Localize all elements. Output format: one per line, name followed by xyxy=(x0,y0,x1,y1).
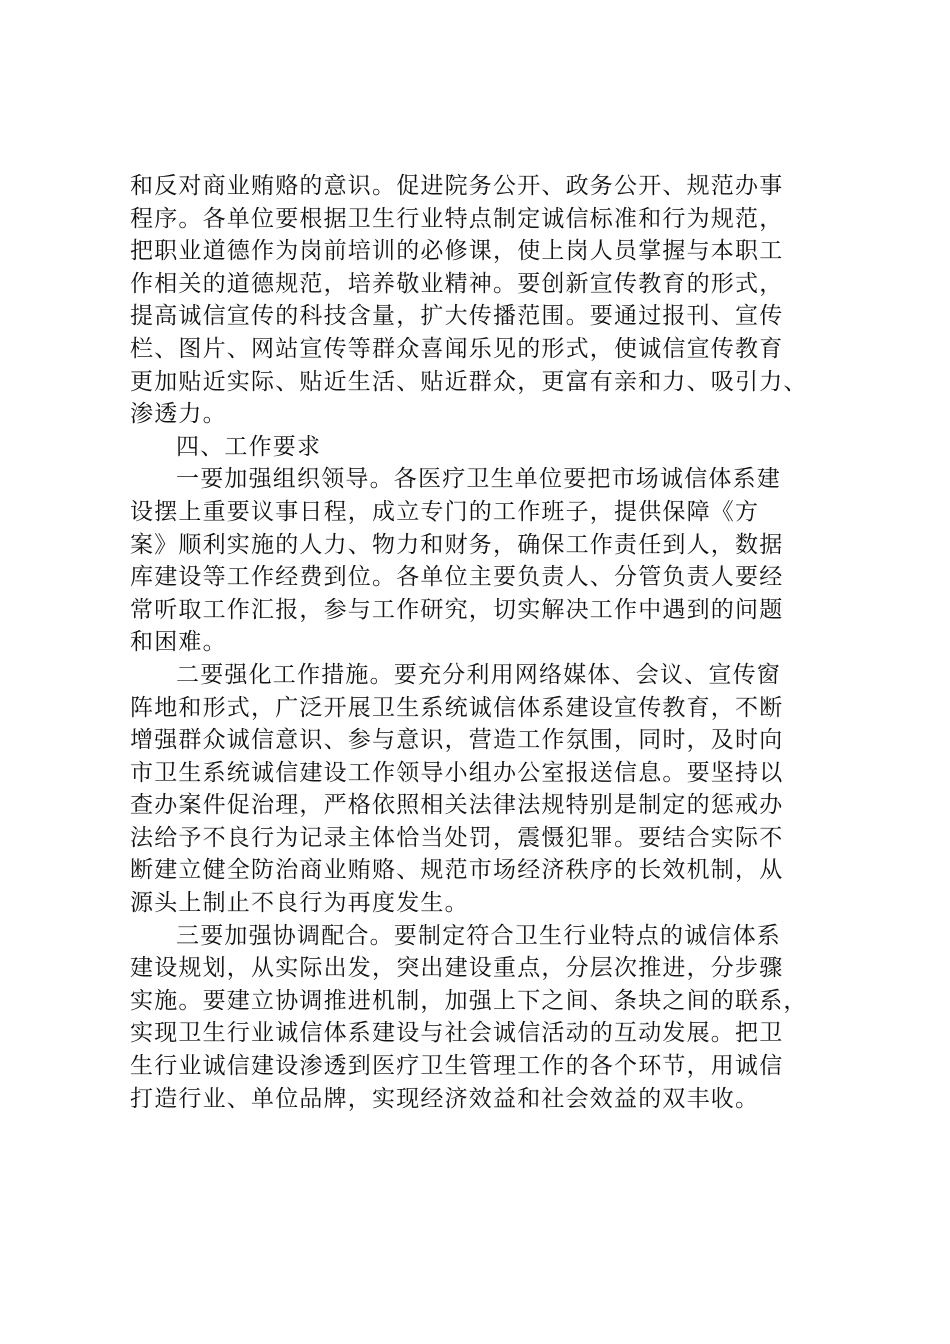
text-line: 栏、图片、网站宣传等群众喜闻乐见的形式，使诚信宣传教育 xyxy=(130,335,784,362)
text-line: 增强群众诚信意识、参与意识，营造工作氛围，同时，及时向 xyxy=(130,727,784,754)
document-body xyxy=(130,170,835,1115)
text-line: 案》顺利实施的人力、物力和财务，确保工作责任到人，数据 xyxy=(130,531,784,558)
text-line: 渗透力。 xyxy=(130,401,227,428)
text-line: 法给予不良行为记录主体恰当处罚，震慑犯罪。要结合实际不 xyxy=(130,824,784,851)
text-line: 提高诚信宣传的科技含量，扩大传播范围。要通过报刊、宣传 xyxy=(130,303,784,330)
text-line: 和困难。 xyxy=(130,629,227,656)
text-line: 实现卫生行业诚信体系建设与社会诚信活动的互动发展。把卫 xyxy=(130,1020,784,1047)
text-line: 阵地和形式，广泛开展卫生系统诚信体系建设宣传教育，不断 xyxy=(130,694,784,721)
text-line: 和反对商业贿赂的意识。促进院务公开、政务公开、规范办事 xyxy=(130,173,784,199)
text-line: 常听取工作汇报，参与工作研究，切实解决工作中遇到的问题 xyxy=(130,596,784,623)
section-heading: 四、工作要求 xyxy=(176,433,322,460)
text-line: 实施。要建立协调推进机制，加强上下之间、条块之间的联系， xyxy=(130,987,808,1014)
text-line: 生行业诚信建设渗透到医疗卫生管理工作的各个环节，用诚信 xyxy=(130,1053,784,1080)
text-line: 源头上制止不良行为再度发生。 xyxy=(130,890,469,917)
text-line: 建设规划，从实际出发，突出建设重点，分层次推进，分步骤 xyxy=(130,955,784,982)
text-line: 断建立健全防治商业贿赂、规范市场经济秩序的长效机制，从 xyxy=(130,857,784,884)
text-line: 库建设等工作经费到位。各单位主要负责人、分管负责人要经 xyxy=(130,564,784,591)
text-line: 把职业道德作为岗前培训的必修课，使上岗人员掌握与本职工 xyxy=(130,238,784,265)
text-line: 作相关的道德规范，培养敬业精神。要创新宣传教育的形式， xyxy=(130,270,784,297)
text-line: 市卫生系统诚信建设工作领导小组办公室报送信息。要坚持以 xyxy=(130,759,784,786)
text-line: 查办案件促治理，严格依照相关法律法规特别是制定的惩戒办 xyxy=(130,792,784,819)
text-line: 打造行业、单位品牌，实现经济效益和社会效益的双丰收。 xyxy=(130,1085,760,1112)
text-line: 设摆上重要议事日程，成立专门的工作班子，提供保障《方 xyxy=(130,498,760,525)
paragraph-first-line: 三要加强协调配合。要制定符合卫生行业特点的诚信体系 xyxy=(176,922,781,949)
text-line: 更加贴近实际、贴近生活、贴近群众，更富有亲和力、吸引力、 xyxy=(130,368,808,395)
paragraph-first-line: 二要强化工作措施。要充分利用网络媒体、会议、宣传窗 xyxy=(176,661,781,688)
paragraph-first-line: 一要加强组织领导。各医疗卫生单位要把市场诚信体系建 xyxy=(176,466,781,493)
text-line: 程序。各单位要根据卫生行业特点制定诚信标准和行为规范， xyxy=(130,205,784,232)
